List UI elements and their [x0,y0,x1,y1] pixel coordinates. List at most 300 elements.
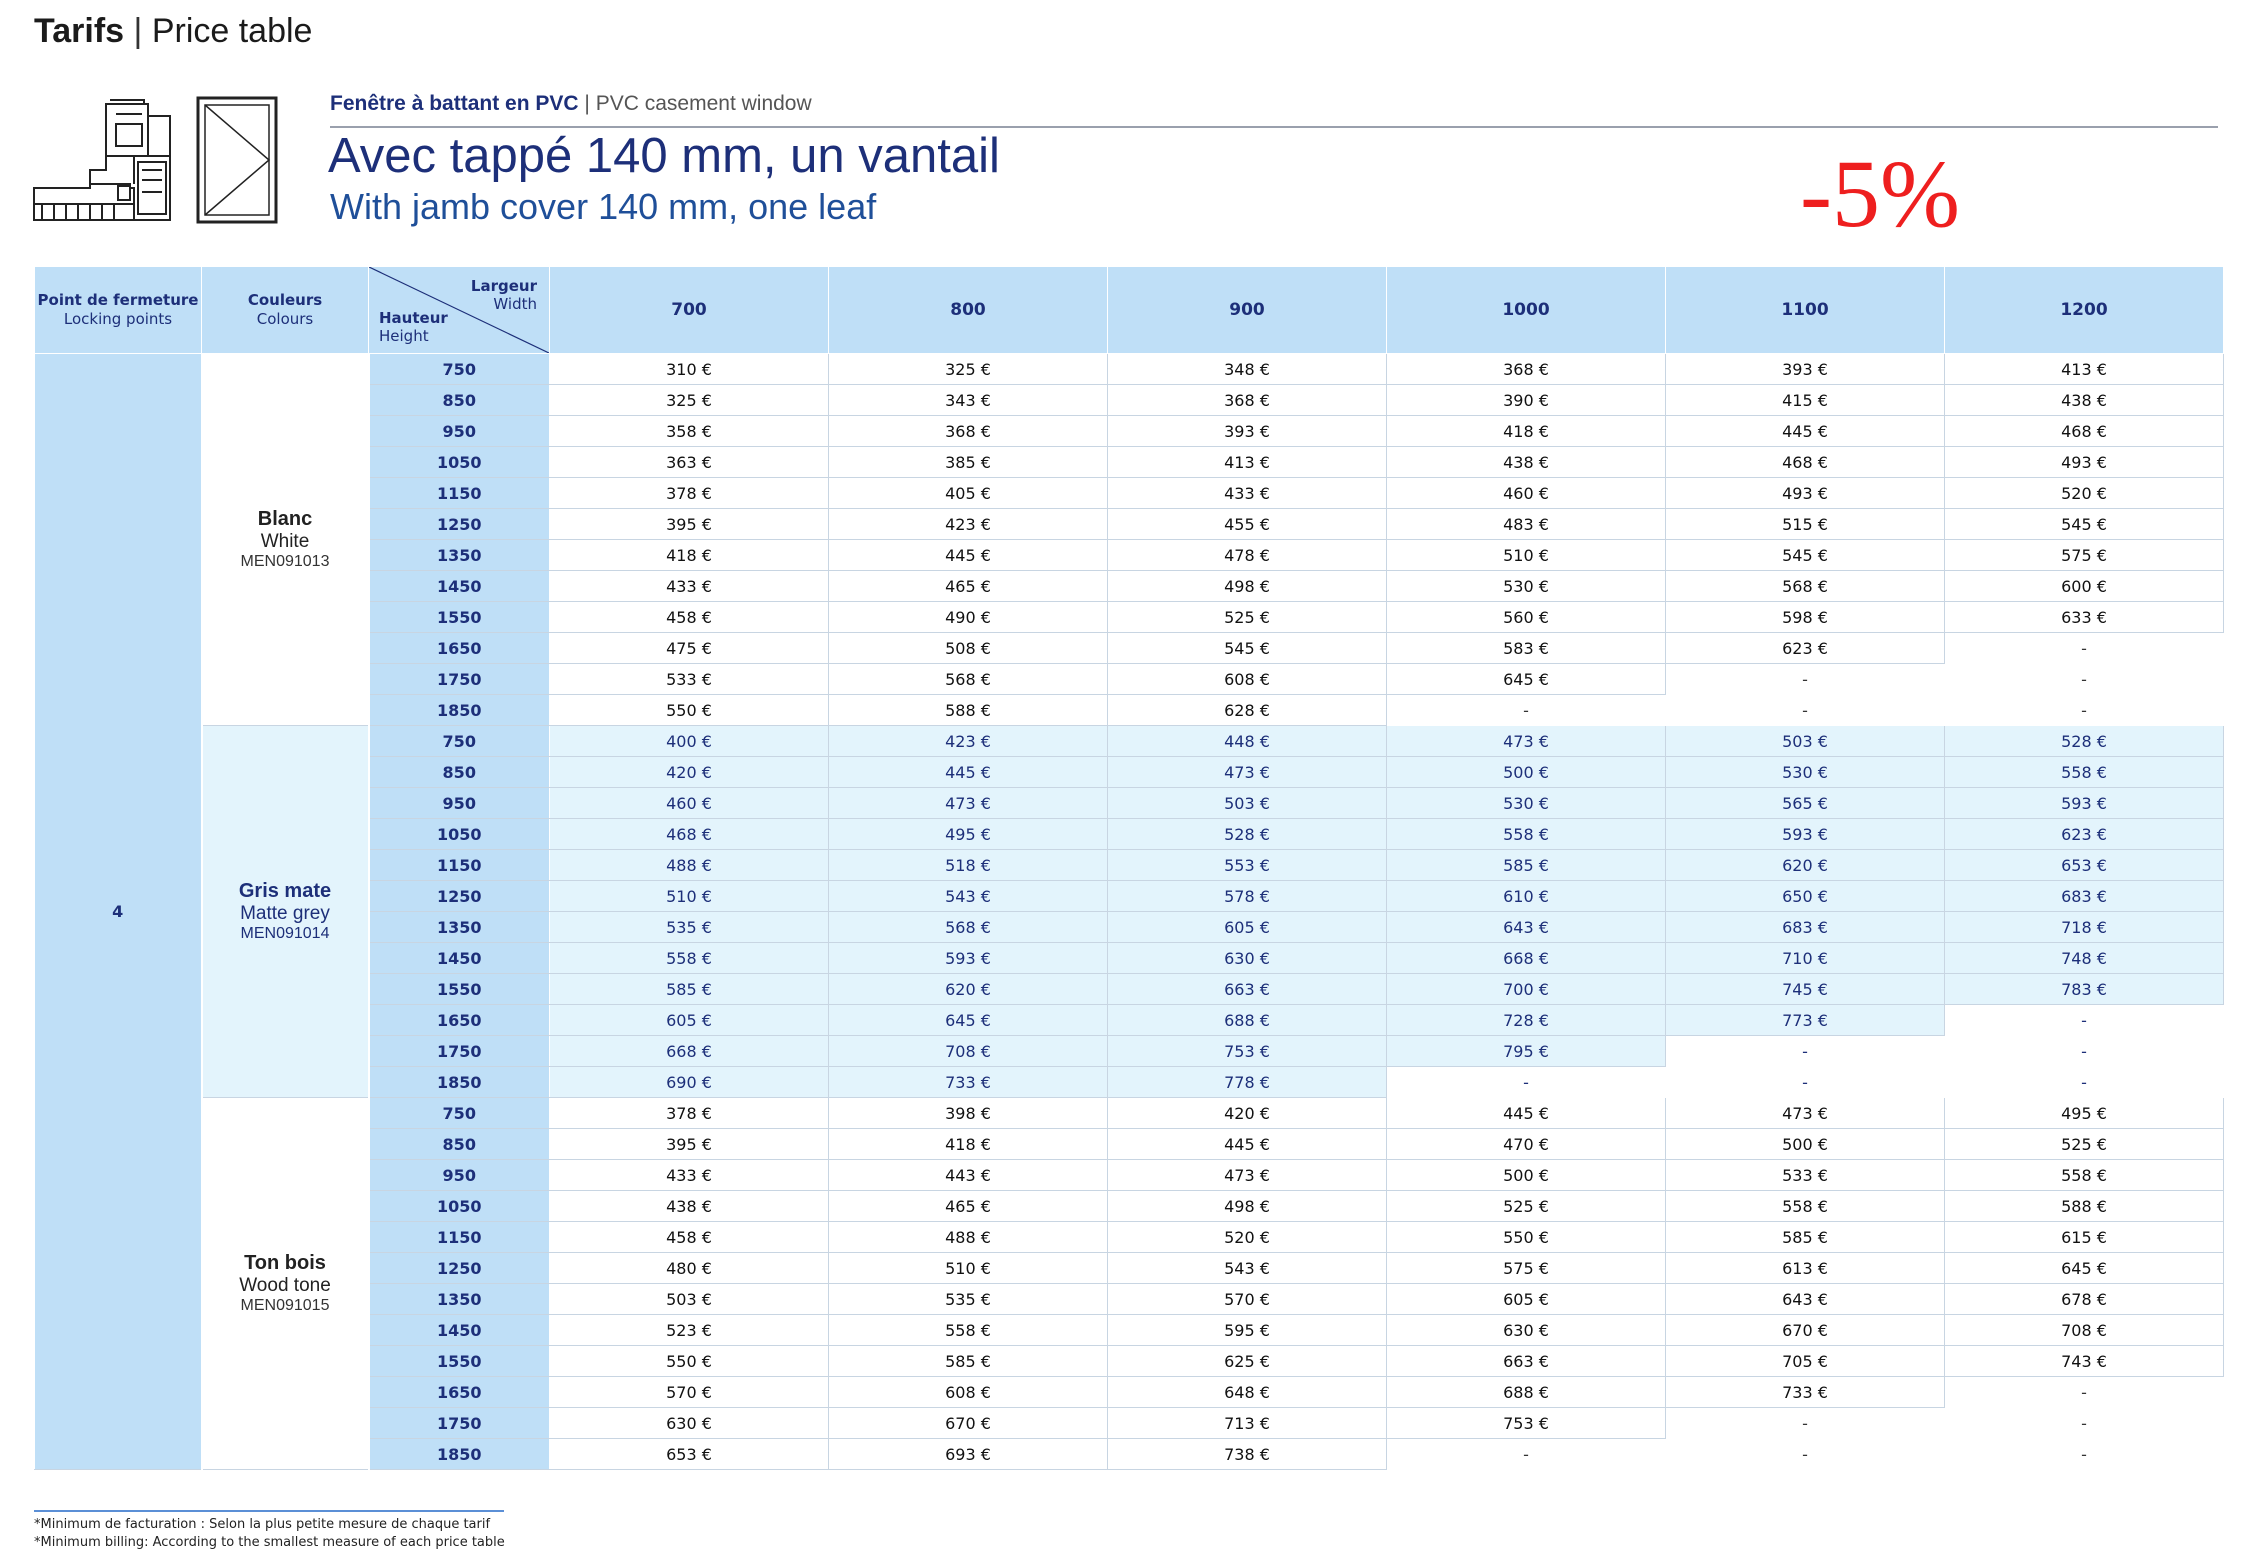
height-cell: 750 [369,1098,550,1129]
price-cell: 460 € [1387,478,1666,509]
colour-cell [202,354,369,726]
price-cell: 473 € [829,788,1108,819]
height-width-header [369,267,550,354]
price-cell: 483 € [1387,509,1666,540]
width-header-900: 900 [1108,267,1387,354]
price-cell: - [1945,633,2224,664]
price-cell: 525 € [1108,602,1387,633]
price-cell: 500 € [1387,757,1666,788]
price-cell: 443 € [829,1160,1108,1191]
price-cell: 368 € [829,416,1108,447]
price-cell: 438 € [1387,447,1666,478]
price-cell: 585 € [829,1346,1108,1377]
height-cell: 1550 [369,602,550,633]
price-cell: - [1945,1439,2224,1470]
price-cell: 515 € [1666,509,1945,540]
product-type-fr: Fenêtre à battant en PVC [330,92,579,115]
price-cell: 535 € [550,912,829,943]
height-cell: 1650 [369,1377,550,1408]
price-cell: 605 € [1108,912,1387,943]
price-cell: 615 € [1945,1222,2224,1253]
width-label-en: Width [493,295,537,313]
width-label [471,277,537,313]
price-cell: 663 € [1108,974,1387,1005]
price-cell: 530 € [1387,788,1666,819]
price-cell: 498 € [1108,571,1387,602]
product-title-fr: Avec tappé 140 mm, un vantail [328,129,1000,183]
price-cell: 773 € [1666,1005,1945,1036]
price-cell: 588 € [829,695,1108,726]
footnote [34,1510,505,1552]
price-cell: 543 € [829,881,1108,912]
price-cell: 708 € [829,1036,1108,1067]
price-cell: 470 € [1387,1129,1666,1160]
price-cell: 363 € [550,447,829,478]
price-cell: 700 € [1387,974,1666,1005]
price-cell: 585 € [1666,1222,1945,1253]
page-title-tarifs: Tarifs [34,12,125,50]
height-cell: 1750 [369,1036,550,1067]
product-type-en: PVC casement window [595,92,812,115]
price-cell: 473 € [1108,1160,1387,1191]
table-row [35,726,2224,757]
price-cell: 605 € [550,1005,829,1036]
height-cell: 1050 [369,819,550,850]
price-cell: 518 € [829,850,1108,881]
price-cell: 783 € [1945,974,2224,1005]
price-cell: 468 € [550,819,829,850]
colour-name-en: White [260,531,310,552]
price-cell: 630 € [550,1408,829,1439]
price-cell: 733 € [1666,1377,1945,1408]
height-cell: 1050 [369,447,550,478]
height-cell: 1150 [369,478,550,509]
price-cell: - [1666,1036,1945,1067]
price-cell: 533 € [1666,1160,1945,1191]
height-cell: 1250 [369,881,550,912]
price-cell: 448 € [1108,726,1387,757]
height-label-fr: Hauteur [379,309,448,327]
price-cell: 620 € [829,974,1108,1005]
price-cell: 508 € [829,633,1108,664]
width-header-1000: 1000 [1387,267,1666,354]
price-cell: - [1945,1408,2224,1439]
price-cell: 550 € [1387,1222,1666,1253]
footnote-en: *Minimum billing: According to the smallest measure of each price table [34,1535,505,1550]
price-cell: 565 € [1666,788,1945,819]
price-cell: 533 € [550,664,829,695]
price-cell: 710 € [1666,943,1945,974]
height-cell: 1650 [369,1005,550,1036]
price-cell: 683 € [1666,912,1945,943]
height-cell: 1850 [369,1067,550,1098]
height-cell: 750 [369,726,550,757]
price-cell: 705 € [1666,1346,1945,1377]
price-cell: 393 € [1666,354,1945,385]
colours-header-fr: Couleurs [247,291,323,309]
price-cell: 625 € [1108,1346,1387,1377]
price-cell: 558 € [550,943,829,974]
height-cell: 850 [369,1129,550,1160]
price-cell: 598 € [1666,602,1945,633]
price-cell: 530 € [1666,757,1945,788]
price-cell: 545 € [1108,633,1387,664]
price-cell: 468 € [1666,447,1945,478]
width-header-1200: 1200 [1945,267,2224,354]
price-cell: 583 € [1387,633,1666,664]
price-cell: 525 € [1945,1129,2224,1160]
colour-cell [202,1098,369,1470]
price-cell: 488 € [550,850,829,881]
price-cell: 495 € [1945,1098,2224,1129]
price-cell: 670 € [1666,1315,1945,1346]
colour-reference: MEN091013 [240,553,330,570]
price-cell: 433 € [550,1160,829,1191]
height-cell: 950 [369,416,550,447]
price-cell: 475 € [550,633,829,664]
price-cell: 578 € [1108,881,1387,912]
price-cell: 653 € [1945,850,2224,881]
price-table-body [35,354,2224,1470]
price-cell: 558 € [1666,1191,1945,1222]
height-cell: 750 [369,354,550,385]
width-label-fr: Largeur [470,277,537,295]
price-cell: 688 € [1387,1377,1666,1408]
price-cell: 545 € [1945,509,2224,540]
price-cell: 653 € [550,1439,829,1470]
colour-name-fr: Blanc [257,508,313,530]
price-cell: 445 € [829,757,1108,788]
price-cell: 415 € [1666,385,1945,416]
price-cell: 568 € [1666,571,1945,602]
price-cell: 510 € [1387,540,1666,571]
price-cell: 558 € [1387,819,1666,850]
price-cell: 688 € [1108,1005,1387,1036]
casement-window-icon [198,98,276,222]
price-cell: - [1666,664,1945,695]
price-cell: 553 € [1108,850,1387,881]
price-cell: 610 € [1387,881,1666,912]
price-cell: 570 € [1108,1284,1387,1315]
price-cell: 445 € [1666,416,1945,447]
title-separator: | [133,12,143,50]
price-cell: 693 € [829,1439,1108,1470]
price-cell: 753 € [1108,1036,1387,1067]
price-cell: 520 € [1108,1222,1387,1253]
price-cell: 498 € [1108,1191,1387,1222]
price-cell: 460 € [550,788,829,819]
price-cell: 490 € [829,602,1108,633]
height-cell: 950 [369,1160,550,1191]
price-cell: 593 € [1666,819,1945,850]
height-cell: 950 [369,788,550,819]
price-cell: 535 € [829,1284,1108,1315]
price-cell: 418 € [829,1129,1108,1160]
height-cell: 1450 [369,943,550,974]
price-cell: 648 € [1108,1377,1387,1408]
locking-points-value: 4 [35,354,202,1470]
price-cell: 500 € [1387,1160,1666,1191]
window-profile-drawing [30,96,305,226]
price-cell: 438 € [1945,385,2224,416]
price-cell: 405 € [829,478,1108,509]
colour-name-en: Wood tone [239,1275,331,1296]
price-cell: 413 € [1108,447,1387,478]
price-cell: 310 € [550,354,829,385]
price-cell: 728 € [1387,1005,1666,1036]
price-cell: 455 € [1108,509,1387,540]
price-cell: 623 € [1945,819,2224,850]
price-cell: 550 € [550,1346,829,1377]
price-cell: 500 € [1666,1129,1945,1160]
price-cell: 633 € [1945,602,2224,633]
price-cell: 738 € [1108,1439,1387,1470]
price-cell: - [1666,1408,1945,1439]
height-cell: 1350 [369,1284,550,1315]
height-cell: 1050 [369,1191,550,1222]
price-cell: 503 € [1666,726,1945,757]
price-cell: 630 € [1108,943,1387,974]
price-cell: 683 € [1945,881,2224,912]
price-cell: 630 € [1387,1315,1666,1346]
price-cell: 668 € [550,1036,829,1067]
price-cell: 480 € [550,1253,829,1284]
height-cell: 1550 [369,974,550,1005]
colour-reference: MEN091014 [240,925,330,942]
price-cell: 468 € [1945,416,2224,447]
price-cell: 593 € [829,943,1108,974]
price-cell: 778 € [1108,1067,1387,1098]
price-cell: 503 € [550,1284,829,1315]
price-cell: 420 € [550,757,829,788]
price-cell: 493 € [1945,447,2224,478]
price-cell: 325 € [829,354,1108,385]
price-cell: 708 € [1945,1315,2224,1346]
page-title-en: Price table [151,12,313,50]
discount-label: -5% [1800,140,1960,247]
price-cell: 568 € [829,664,1108,695]
price-cell: 423 € [829,509,1108,540]
width-header-1100: 1100 [1666,267,1945,354]
price-cell: 465 € [829,1191,1108,1222]
price-cell: 593 € [1945,788,2224,819]
price-cell: 560 € [1387,602,1666,633]
price-cell: - [1387,1439,1666,1470]
colour-name-fr: Ton bois [244,1252,326,1274]
price-cell: 670 € [829,1408,1108,1439]
price-cell: 550 € [550,695,829,726]
price-cell: 588 € [1945,1191,2224,1222]
price-cell: 413 € [1945,354,2224,385]
price-cell: 585 € [1387,850,1666,881]
colours-header [202,267,369,354]
price-cell: 753 € [1387,1408,1666,1439]
price-cell: 558 € [829,1315,1108,1346]
price-cell: 608 € [829,1377,1108,1408]
price-cell: - [1666,1439,1945,1470]
price-cell: 643 € [1387,912,1666,943]
price-cell: 478 € [1108,540,1387,571]
price-cell: 690 € [550,1067,829,1098]
price-cell: 733 € [829,1067,1108,1098]
product-title-en: With jamb cover 140 mm, one leaf [330,186,877,227]
price-cell: 368 € [1387,354,1666,385]
price-cell: 748 € [1945,943,2224,974]
price-cell: 605 € [1387,1284,1666,1315]
price-cell: 575 € [1387,1253,1666,1284]
colour-name-fr: Gris mate [238,880,332,902]
colours-header-en: Colours [256,310,314,328]
price-cell: 423 € [829,726,1108,757]
price-cell: - [1666,695,1945,726]
price-cell: 493 € [1666,478,1945,509]
price-cell: 385 € [829,447,1108,478]
price-cell: 520 € [1945,478,2224,509]
locking-header-fr: Point de fermeture [37,291,199,309]
price-cell: 628 € [1108,695,1387,726]
price-cell: 395 € [550,1129,829,1160]
price-cell: - [1387,1067,1666,1098]
price-cell: 445 € [1387,1098,1666,1129]
price-cell: 400 € [550,726,829,757]
table-row [35,1098,2224,1129]
table-header-row [35,267,2224,354]
width-header-800: 800 [829,267,1108,354]
price-cell: 393 € [1108,416,1387,447]
price-cell: 718 € [1945,912,2224,943]
colour-reference: MEN091015 [240,1297,330,1314]
product-type [330,92,812,116]
locking-points-header [35,267,202,354]
price-cell: 623 € [1666,633,1945,664]
price-cell: 445 € [829,540,1108,571]
height-cell: 1250 [369,1253,550,1284]
price-cell: 745 € [1666,974,1945,1005]
height-cell: 850 [369,385,550,416]
price-cell: 473 € [1666,1098,1945,1129]
price-cell: 663 € [1387,1346,1666,1377]
price-cell: 545 € [1666,540,1945,571]
price-cell: 390 € [1387,385,1666,416]
price-cell: 398 € [829,1098,1108,1129]
price-cell: 495 € [829,819,1108,850]
price-cell: 358 € [550,416,829,447]
height-label-en: Height [379,327,429,345]
height-cell: 1850 [369,1439,550,1470]
price-cell: 558 € [1945,757,2224,788]
price-cell: 348 € [1108,354,1387,385]
width-header-700: 700 [550,267,829,354]
price-cell: 378 € [550,1098,829,1129]
price-cell: 558 € [1945,1160,2224,1191]
footnote-rule [34,1510,504,1512]
price-cell: 528 € [1945,726,2224,757]
price-cell: 433 € [1108,478,1387,509]
table-row [35,354,2224,385]
price-cell: 645 € [829,1005,1108,1036]
price-cell: 523 € [550,1315,829,1346]
price-cell: 418 € [550,540,829,571]
price-cell: 420 € [1108,1098,1387,1129]
locking-header-en: Locking points [63,310,173,328]
price-cell: 395 € [550,509,829,540]
height-label [379,309,448,345]
price-cell: 528 € [1108,819,1387,850]
price-cell: 458 € [550,602,829,633]
colour-name-en: Matte grey [240,903,330,924]
price-cell: 325 € [550,385,829,416]
height-cell: 1350 [369,540,550,571]
height-cell: 1850 [369,695,550,726]
price-cell: 743 € [1945,1346,2224,1377]
price-cell: 608 € [1108,664,1387,695]
page-title [34,12,312,51]
price-cell: 795 € [1387,1036,1666,1067]
price-cell: - [1945,1377,2224,1408]
price-cell: 645 € [1945,1253,2224,1284]
price-cell: 713 € [1108,1408,1387,1439]
price-cell: 600 € [1945,571,2224,602]
price-table [34,266,2224,1470]
price-cell: 438 € [550,1191,829,1222]
price-cell: 530 € [1387,571,1666,602]
height-cell: 1450 [369,1315,550,1346]
price-cell: 620 € [1666,850,1945,881]
price-cell: 418 € [1387,416,1666,447]
price-cell: 570 € [550,1377,829,1408]
price-cell: 503 € [1108,788,1387,819]
height-cell: 850 [369,757,550,788]
price-cell: 643 € [1666,1284,1945,1315]
price-cell: 378 € [550,478,829,509]
price-cell: 458 € [550,1222,829,1253]
price-cell: 575 € [1945,540,2224,571]
price-cell: 465 € [829,571,1108,602]
price-cell: - [1945,695,2224,726]
price-cell: 473 € [1108,757,1387,788]
height-cell: 1750 [369,1408,550,1439]
price-cell: 678 € [1945,1284,2224,1315]
price-cell: 613 € [1666,1253,1945,1284]
product-type-separator: | [584,92,590,115]
height-cell: 1550 [369,1346,550,1377]
price-cell: 343 € [829,385,1108,416]
price-cell: - [1945,1036,2224,1067]
price-cell: 543 € [1108,1253,1387,1284]
price-cell: 568 € [829,912,1108,943]
height-cell: 1450 [369,571,550,602]
price-cell: 668 € [1387,943,1666,974]
price-cell: 645 € [1387,664,1666,695]
price-cell: 368 € [1108,385,1387,416]
price-cell: 510 € [550,881,829,912]
price-cell: 650 € [1666,881,1945,912]
price-cell: - [1387,695,1666,726]
price-cell: 473 € [1387,726,1666,757]
height-cell: 1350 [369,912,550,943]
price-cell: - [1945,1005,2224,1036]
price-cell: 585 € [550,974,829,1005]
price-cell: 445 € [1108,1129,1387,1160]
price-cell: 510 € [829,1253,1108,1284]
height-cell: 1650 [369,633,550,664]
footnote-fr: *Minimum de facturation : Selon la plus petite mesure de chaque tarif [34,1517,491,1532]
height-cell: 1150 [369,850,550,881]
price-cell: 595 € [1108,1315,1387,1346]
price-cell: 525 € [1387,1191,1666,1222]
colour-cell [202,726,369,1098]
price-cell: - [1945,664,2224,695]
